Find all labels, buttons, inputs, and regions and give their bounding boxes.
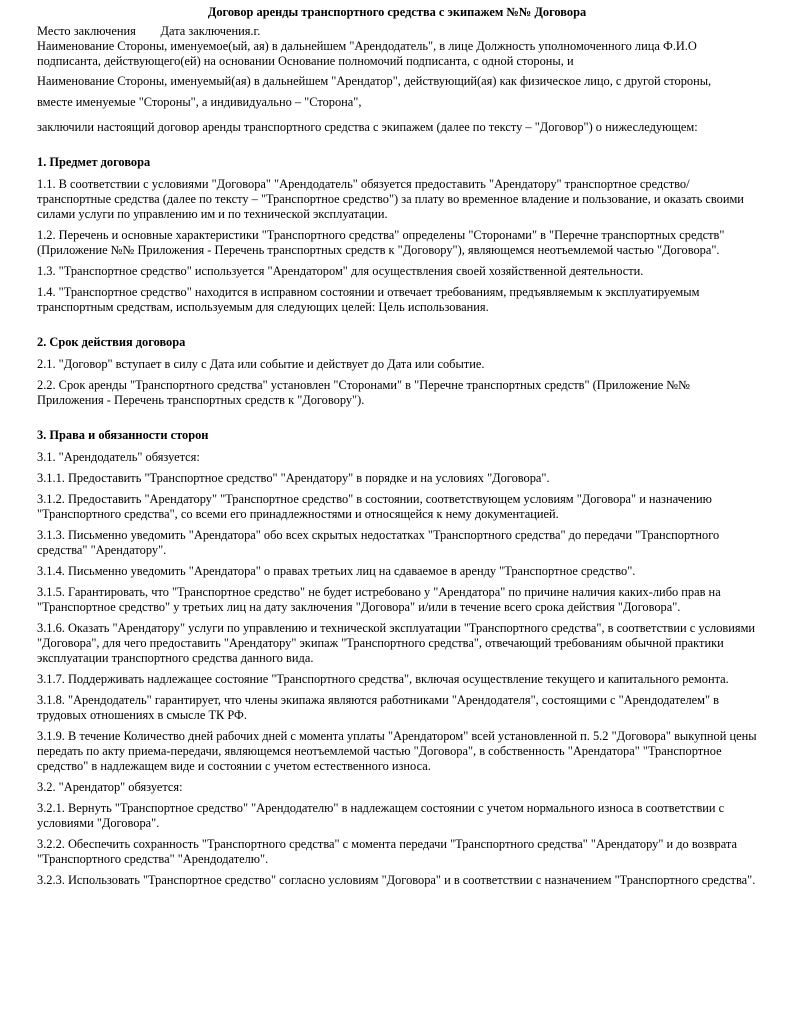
clause-paragraph: 3.1.4. Письменно уведомить "Арендатора" о правах третьих лиц на сдаваемое в аренду "Транспортное средство". — [37, 564, 636, 578]
clause-paragraph: 3.2. "Арендатор" обязуется: — [37, 780, 183, 794]
place-date-line: Место заключения Дата заключения.г. — [37, 24, 261, 38]
clause-paragraph: 2.1. "Договор" вступает в силу с Дата или событие и действует до Дата или событие. — [37, 357, 485, 371]
intro-paragraph: Наименование Стороны, именуемый(ая) в дальнейшем "Арендатор", действующий(ая) как физическое лицо, с другой стороны, — [37, 74, 712, 88]
clause-paragraph: 3.1.7. Поддерживать надлежащее состояние "Транспортного средства", включая осуществление текущего и капитального ремонта. — [37, 672, 729, 686]
clause-paragraph: 1.1. В соответствии с условиями "Договора" "Арендодатель" обязуется предоставить "Арендатору" транспортное средство/транспортные средства (далее по тексту – "Транспортное средство") за плату во временное владение и пользование, и оказать своими силами услуги по управлению им и по технической эксплуатации. — [37, 177, 744, 221]
clause-paragraph: 3.2.3. Использовать "Транспортное средство" согласно условиям "Договора" и в соответствии с назначением "Транспортного средства". — [37, 873, 756, 887]
clause-paragraph: 2.2. Срок аренды "Транспортного средства" установлен "Сторонами" в "Перечне транспортных средств" (Приложение №№ Приложения - Перечень транспортных средств к "Договору"). — [37, 378, 691, 407]
clause-paragraph: 3.1.3. Письменно уведомить "Арендатора" обо всех скрытых недостатках "Транспортного средства" до передачи "Транспортного средства" "Арендатору". — [37, 528, 720, 557]
section-heading: 1. Предмет договора — [37, 155, 151, 169]
intro-paragraph: заключили настоящий договор аренды транспортного средства с экипажем (далее по тексту – "Договор") о нижеследующем: — [37, 120, 698, 134]
intro-paragraph: Наименование Стороны, именуемое(ый, ая) в дальнейшем "Арендодатель", в лице Должность уполномоченного лица Ф.И.О подписанта, действующего(ей) на основании Основание полномочий подписанта, с одной стороны, и — [37, 39, 697, 68]
clause-paragraph: 3.1.6. Оказать "Арендатору" услуги по управлению и технической эксплуатации "Транспортного средства", в соответствии с условиями "Договора", для чего предоставить "Арендатору" экипаж "Транспортного средства", отвечающий требованиям обычной практики эксплуатации транспортного средства данного вида. — [37, 621, 756, 665]
clause-paragraph: 3.1.9. В течение Количество дней рабочих дней с момента уплаты "Арендатором" всей установленной п. 5.2 "Договора" выкупной цены передать по акту приема-передачи, являющемся неотъемлемой частью "Договора", в собственность "Арендатора" "Транспортное средство" в надлежащем виде и состоянии с учетом естественного износа. — [37, 729, 757, 773]
section-heading: 2. Срок действия договора — [37, 335, 186, 349]
intro-paragraph: вместе именуемые "Стороны", а индивидуально – "Сторона", — [37, 95, 362, 109]
clause-paragraph: 3.2.2. Обеспечить сохранность "Транспортного средства" с момента передачи "Транспортного средства" "Арендатору" и до возврата "Транспортного средства" "Арендодателю". — [37, 837, 737, 866]
clause-paragraph: 3.1.2. Предоставить "Арендатору" "Транспортное средство" в состоянии, соответствующем условиям "Договора" и назначению "Транспортного средства", со всеми его принадлежностями и относящейся к нему документацией. — [37, 492, 712, 521]
clause-paragraph: 3.1.1. Предоставить "Транспортное средство" "Арендатору" в порядке и на условиях "Договора". — [37, 471, 550, 485]
clause-paragraph: 1.2. Перечень и основные характеристики "Транспортного средства" определены "Сторонами" в "Перечне транспортных средств" (Приложение №№ Приложения - Перечень транспортных средств к "Договору"), являющемся неотъемлемой частью "Договора". — [37, 228, 725, 257]
clause-paragraph: 3.1.5. Гарантировать, что "Транспортное средство" не будет истребовано у "Арендатора" по причине наличия каких-либо прав на "Транспортное средство" у третьих лиц на дату заключения "Договора" и/или в течение всего срока действия "Договора". — [37, 585, 721, 614]
clause-paragraph: 3.1. "Арендодатель" обязуется: — [37, 450, 200, 464]
clause-paragraph: 3.1.8. "Арендодатель" гарантирует, что члены экипажа являются работниками "Арендодателя", состоящими с "Арендодателем" в трудовых отношениях в смысле ТК РФ. — [37, 693, 720, 722]
document-page — [37, 5, 757, 894]
clause-paragraph: 1.4. "Транспортное средство" находится в исправном состоянии и отвечает требованиям, предъявляемым к эксплуатируемым транспортным средствам, используемым для следующих целей: Цель использования. — [37, 285, 700, 314]
clause-paragraph: 3.2.1. Вернуть "Транспортное средство" "Арендодателю" в надлежащем состоянии с учетом нормального износа в соответствии с условиями "Договора". — [37, 801, 725, 830]
document-title: Договор аренды транспортного средства с экипажем №№ Договора — [207, 5, 587, 19]
clause-paragraph: 1.3. "Транспортное средство" используется "Арендатором" для осуществления своей хозяйственной деятельности. — [37, 264, 644, 278]
section-heading: 3. Права и обязанности сторон — [37, 428, 209, 442]
